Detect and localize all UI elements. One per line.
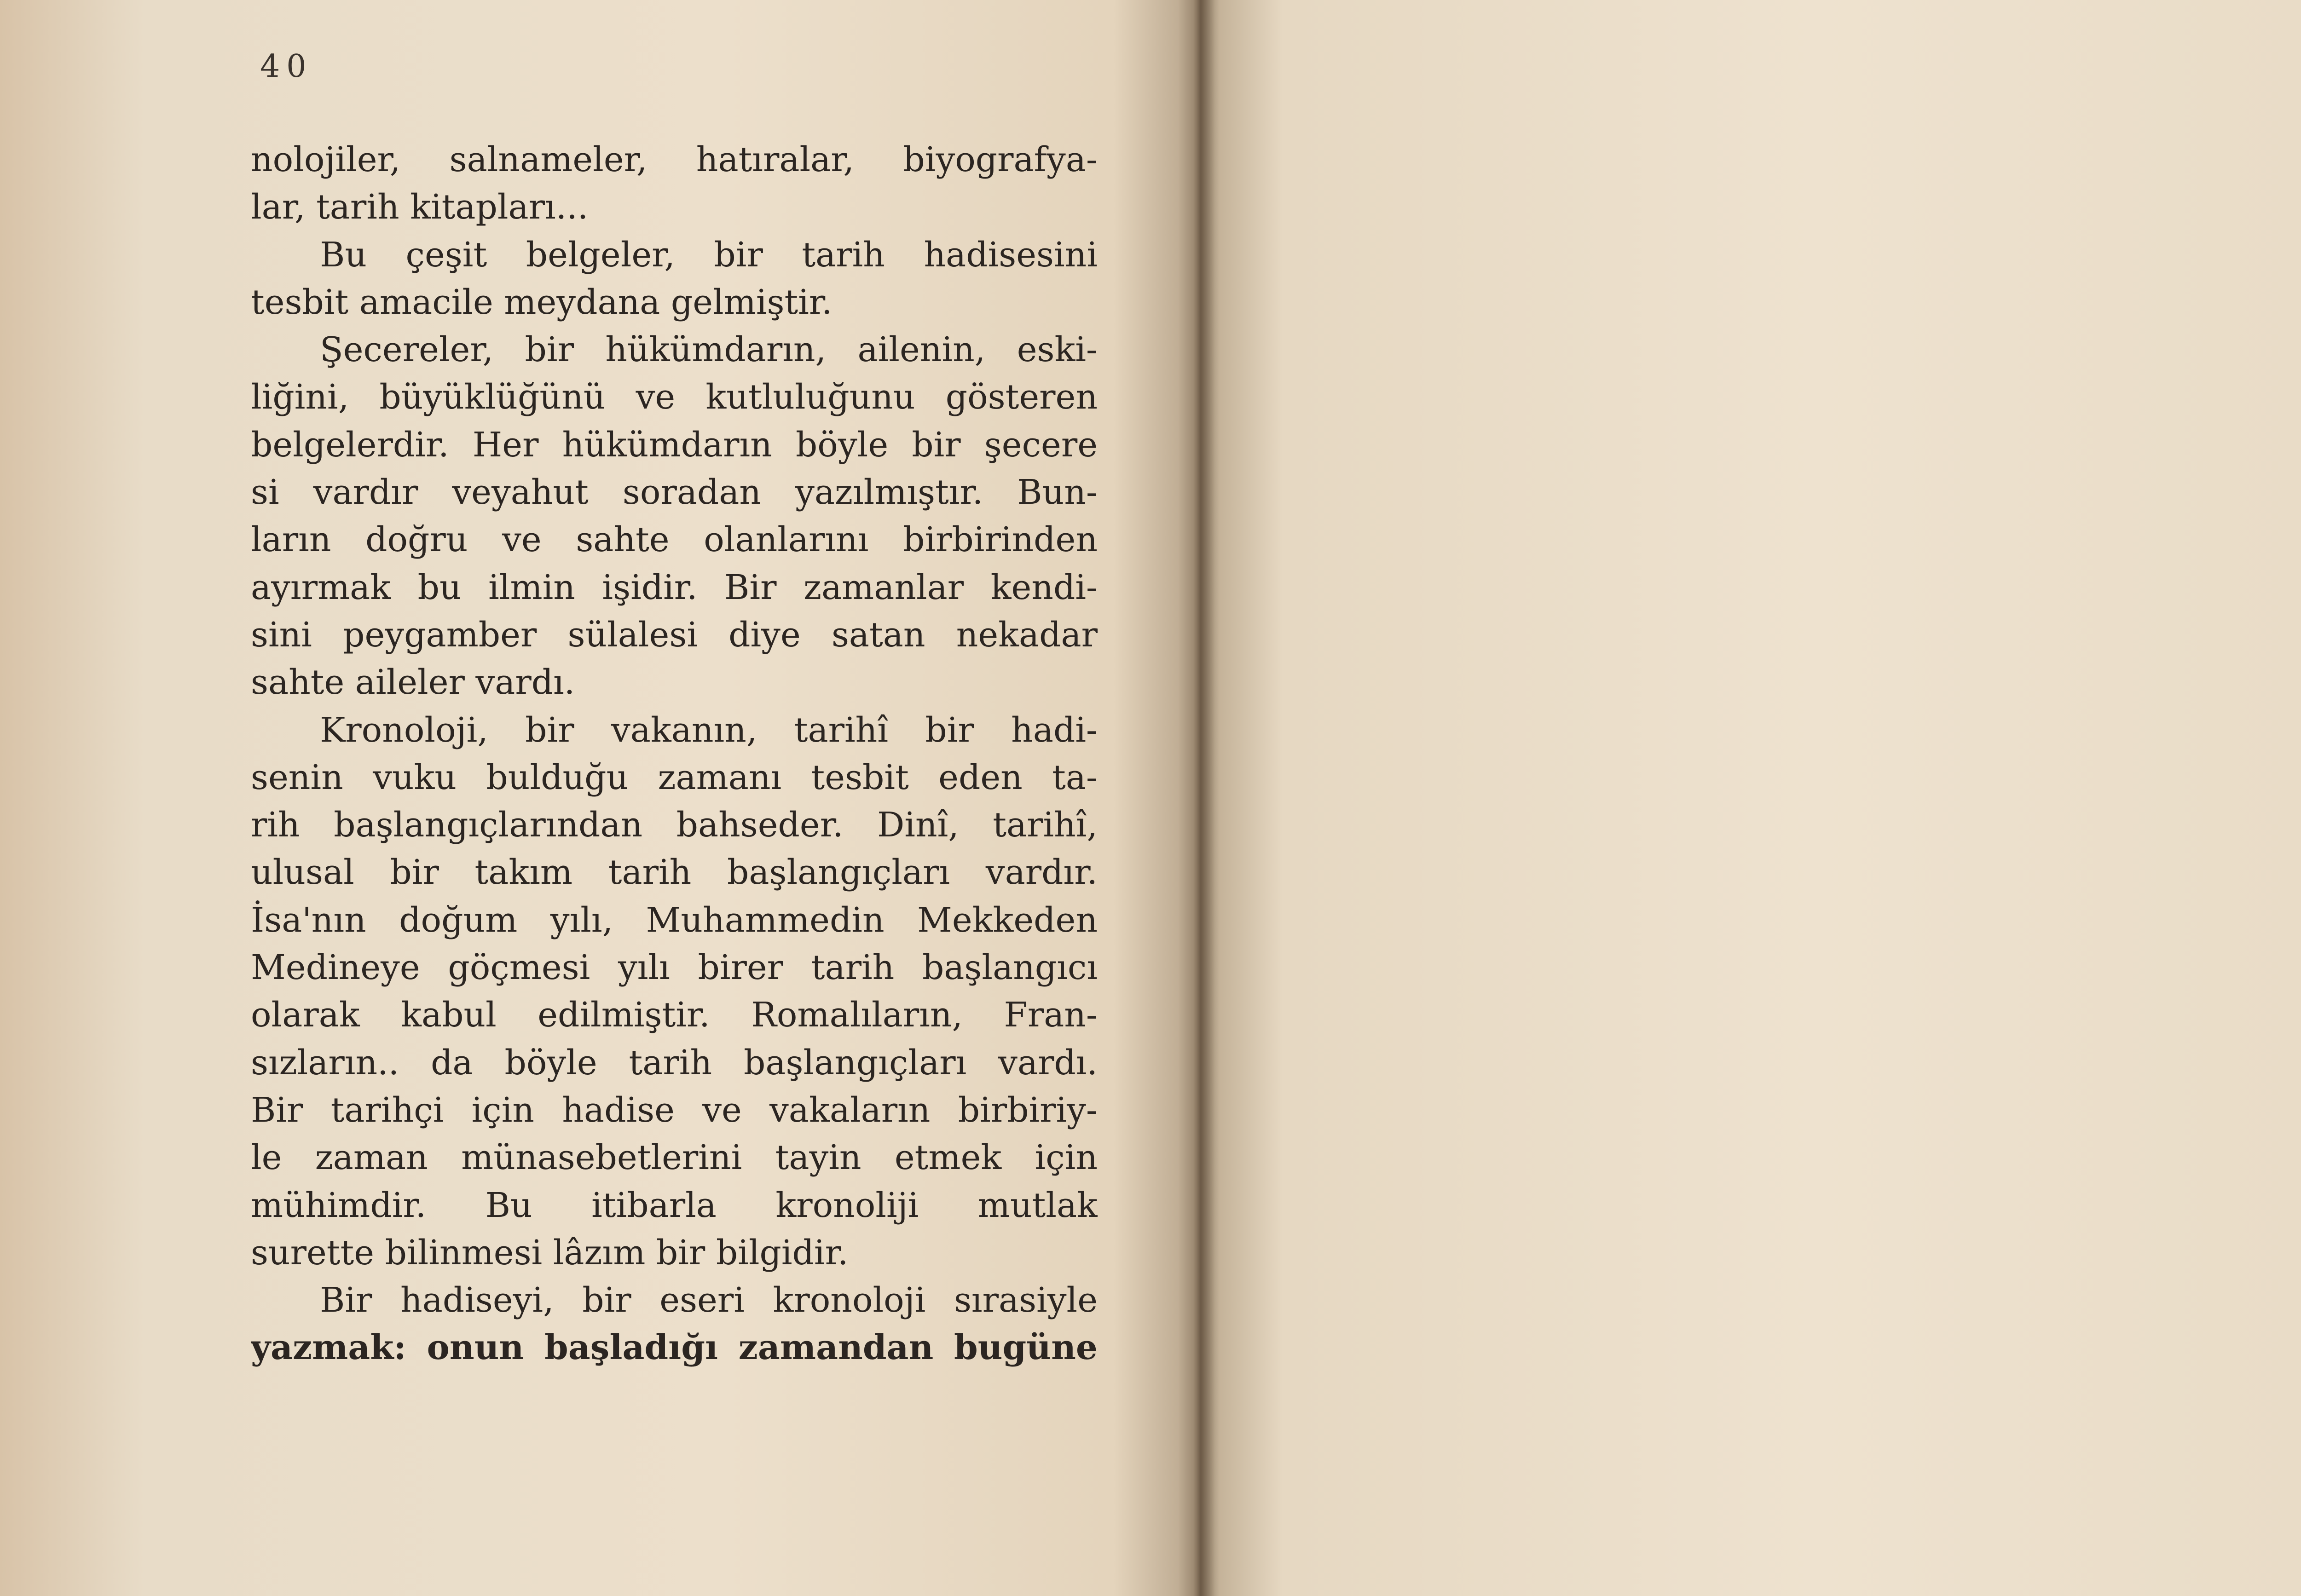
text-line: yazmak: onun başladığı zamandan bugüne [251,1328,1098,1368]
text-line: senin vuku bulduğu zamanı tesbit eden ta- [251,757,1098,797]
text-line: si vardır veyahut soradan yazılmıştır. Bun- [251,472,1098,513]
text-line: Şecereler, bir hükümdarın, ailenin, eski- [320,330,1098,370]
text-line: ların doğru ve sahte olanlarını birbirinden [251,520,1098,560]
text-line: le zaman münasebetlerini tayin etmek için [251,1138,1098,1178]
text-line: sahte aileler vardı. [251,663,575,703]
text-line: lar, tarih kitapları... [251,187,589,227]
text-line: İsa'nın doğum yılı, Muhammedin Mekkeden [251,900,1098,940]
text-line: Kronoloji, bir vakanın, tarihî bir hadi- [320,710,1098,750]
text-line: surette bilinmesi lâzım bir bilgidir. [251,1233,849,1273]
text-line: ulusal bir takım tarih başlangıçları vardır. [251,853,1098,893]
text-line: sızların.. da böyle tarih başlangıçları vardı. [251,1043,1098,1083]
text-line: liğini, büyüklüğünü ve kutluluğunu gösteren [251,377,1098,417]
text-line: nolojiler, salnameler, hatıralar, biyografya- [251,140,1098,179]
text-line: mühimdir. Bu itibarla kronoliji mutlak [251,1185,1098,1225]
left-page-text [251,136,1098,1372]
text-line: Bu çeşit belgeler, bir tarih hadisesini [320,235,1098,275]
right-page [1197,0,2301,1596]
text-line: olarak kabul edilmiştir. Romalıların, Fran- [251,995,1098,1035]
text-line: sini peygamber sülalesi diye satan nekadar [251,615,1098,655]
page-number-left: 40 [260,48,313,85]
text-line: Bir tarihçi için hadise ve vakaların birbiriy- [251,1090,1098,1130]
text-line: rih başlangıçlarından bahseder. Dinî, tarihî, [251,805,1098,845]
text-line: Medineye göçmesi yılı birer tarih başlangıcı [251,948,1098,988]
text-line: tesbit amacile meydana gelmiştir. [251,282,833,322]
text-line: Bir hadiseyi, bir eseri kronoloji sırasiyle [320,1280,1098,1320]
text-line: ayırmak bu ilmin işidir. Bir zamanlar kendi- [251,567,1098,607]
text-line: belgelerdir. Her hükümdarın böyle bir şecere [251,425,1098,465]
